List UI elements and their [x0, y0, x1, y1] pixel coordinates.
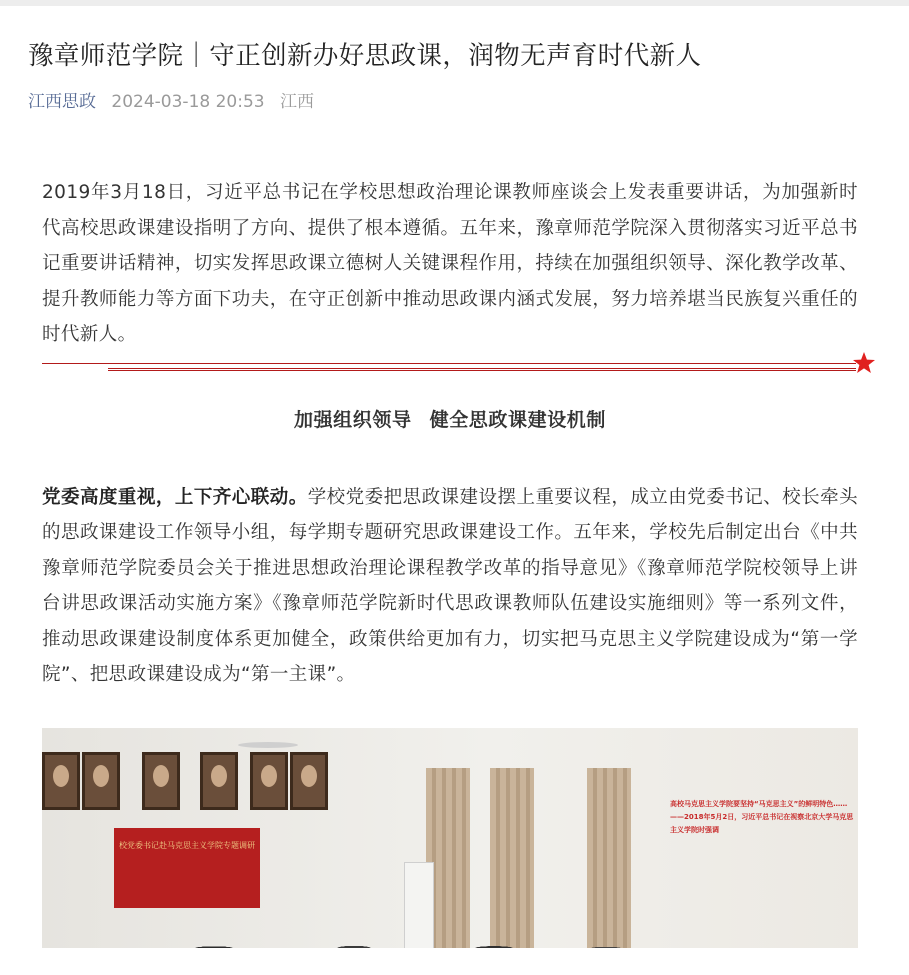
portrait — [142, 752, 180, 810]
portrait — [42, 752, 80, 810]
divider-line — [108, 370, 856, 371]
article — [0, 36, 909, 948]
portrait — [290, 752, 328, 810]
article-photo[interactable] — [42, 728, 858, 948]
divider-line — [108, 368, 856, 369]
section-heading-part2: 健全思政课建设机制 — [429, 408, 606, 431]
paragraph-lead: 党委高度重视，上下齐心联动。 — [42, 486, 308, 508]
red-star-icon — [852, 351, 876, 375]
attendees — [102, 908, 662, 948]
section-divider — [42, 359, 870, 379]
ceiling-fan — [238, 742, 298, 748]
meeting-banner — [114, 828, 260, 908]
banner-text: 校党委书记赴马克思主义学院专题调研 — [119, 840, 255, 850]
portrait — [200, 752, 238, 810]
publish-location: 江西 — [280, 92, 315, 112]
paragraph-text: 学校党委把思政课建设摆上重要议程，成立由党委书记、校长牵头的思政课建设工作领导小组，每学期专题研究思政课建设工作。五年来，学校先后制定出台《中共豫章师范学院委员会关于推进思想政治理论课程教学改革的指导意见》《豫章师范学院校领导上讲台讲思政课活动实施方案》《豫章师范学院新时代思政课教师队伍建设实施细则》等一系列文件，推动思政课建设制度体系更加健全，政策供给更加有力，切实把马克思主义学院建设成为“第一学院”、把思政课建设成为“第一主课”。 — [42, 486, 858, 685]
top-bar — [0, 0, 909, 6]
publish-date: 2024-03-18 20:53 — [111, 92, 265, 112]
intro-paragraph: 2019年3月18日，习近平总书记在学校思想政治理论课教师座谈会上发表重要讲话，为加强新时代高校思政课建设指明了方向、提供了根本遵循。五年来，豫章师范学院深入贯彻落实习近平总书记重要讲话精神，切实发挥思政课立德树人关键课程作用，持续在加强组织领导、深化教学改革、提升教师能力等方面下功夫，在守正创新中推动思政课内涵式发展，努力培养堪当民族复兴重任的时代新人。 — [42, 182, 858, 345]
wall-slogan: 高校马克思主义学院要坚持“马克思主义”的鲜明特色……——2018年5月2日，习近平总书记在视察北京大学马克思主义学院时强调 — [670, 799, 854, 834]
section-heading-part1: 加强组织领导 — [293, 408, 412, 431]
portrait — [250, 752, 288, 810]
paragraph — [28, 480, 858, 693]
article-title: 豫章师范学院｜守正创新办好思政课，润物无声育时代新人 — [28, 41, 702, 71]
portrait — [82, 752, 120, 810]
account-link[interactable]: 江西思政 — [28, 92, 96, 112]
divider-line — [42, 363, 856, 364]
section-heading — [28, 405, 858, 432]
article-meta — [28, 90, 858, 114]
